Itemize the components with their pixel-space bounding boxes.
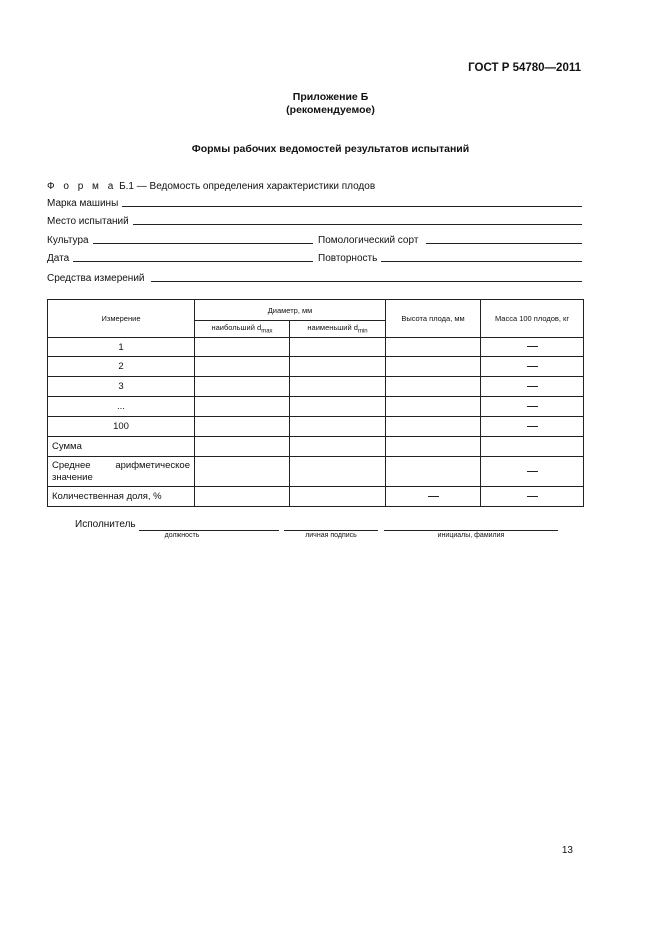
cell-dmin	[290, 417, 386, 437]
col-measure-header: Измерение	[48, 300, 195, 338]
cell-dmax	[195, 437, 290, 457]
dash-mark	[527, 346, 538, 347]
table-row	[48, 338, 584, 357]
name-caption: инициалы, фамилия	[437, 532, 505, 539]
row-label: Количественная доля, %	[48, 487, 195, 507]
table-row	[48, 437, 584, 457]
field-culture	[47, 235, 313, 246]
field-instruments-line	[151, 280, 582, 282]
col-height-header: Высота плода, мм	[386, 300, 481, 338]
signature-caption: личная подпись	[305, 532, 357, 539]
appendix-status: (рекомендуемое)	[286, 104, 375, 116]
cell-mass	[481, 338, 584, 357]
name-line	[384, 529, 558, 531]
cell-dmax	[195, 338, 290, 357]
field-place-label: Место испытаний	[47, 216, 129, 227]
appendix-title	[0, 91, 661, 117]
cell-dmin	[290, 487, 386, 507]
results-table	[47, 299, 584, 507]
dash-mark	[527, 406, 538, 407]
field-date	[47, 253, 313, 264]
field-culture-label: Культура	[47, 235, 89, 246]
field-machine-line	[122, 205, 582, 207]
row-label: ...	[48, 397, 195, 417]
cell-dmin	[290, 377, 386, 397]
signature-line	[284, 529, 378, 531]
field-place	[47, 216, 582, 227]
row-label: 100	[48, 417, 195, 437]
row-label: Сумма	[48, 437, 195, 457]
form-caption-prefix: Ф о р м а	[47, 181, 117, 192]
col-diameter-header: Диаметр, мм	[195, 300, 386, 321]
cell-dmax	[195, 487, 290, 507]
appendix-label: Приложение Б	[292, 91, 369, 103]
table-header-row	[48, 300, 584, 321]
cell-mass	[481, 457, 584, 487]
cell-mass	[481, 377, 584, 397]
cell-dmax	[195, 457, 290, 487]
cell-height	[386, 487, 481, 507]
cell-mass	[481, 417, 584, 437]
field-place-line	[133, 223, 582, 225]
field-machine	[47, 198, 582, 209]
cell-mass	[481, 437, 584, 457]
dash-mark	[527, 366, 538, 367]
dash-mark	[428, 496, 439, 497]
col-mass-header: Масса 100 плодов, кг	[481, 300, 584, 338]
field-date-line	[73, 260, 313, 262]
field-repeat	[318, 253, 582, 264]
cell-height	[386, 437, 481, 457]
cell-height	[386, 397, 481, 417]
cell-mass	[481, 397, 584, 417]
field-instruments	[47, 273, 582, 284]
field-culture-line	[93, 242, 313, 244]
cell-dmin	[290, 357, 386, 377]
dash-mark	[527, 496, 538, 497]
table-row	[48, 377, 584, 397]
field-variety-label: Помологический сорт	[318, 235, 419, 246]
cell-height	[386, 357, 481, 377]
position-line	[139, 529, 279, 531]
cell-dmin	[290, 457, 386, 487]
cell-dmin	[290, 397, 386, 417]
field-date-label: Дата	[47, 253, 70, 264]
row-label: 2	[48, 357, 195, 377]
cell-height	[386, 377, 481, 397]
dash-mark	[527, 426, 538, 427]
field-instruments-label: Средства измерений	[47, 273, 145, 284]
table-row	[48, 457, 584, 487]
cell-dmax	[195, 357, 290, 377]
row-label: 3	[48, 377, 195, 397]
col-dmax-header: наибольший $d_{max}$	[195, 321, 290, 338]
cell-dmax	[195, 417, 290, 437]
section-title: Формы рабочих ведомостей результатов испытаний	[191, 143, 470, 155]
cell-mass	[481, 357, 584, 377]
field-variety-line	[426, 242, 582, 244]
field-variety	[318, 235, 582, 246]
field-machine-label: Марка машины	[47, 198, 119, 209]
table-row	[48, 487, 584, 507]
cell-dmin	[290, 437, 386, 457]
form-caption-text: Б.1 — Ведомость определения характеристики плодов	[119, 181, 376, 192]
form-caption	[47, 181, 375, 192]
dash-mark	[527, 471, 538, 472]
table-row	[48, 417, 584, 437]
col-dmin-header: наименьший $d_{min}$	[290, 321, 386, 338]
cell-height	[386, 338, 481, 357]
table-row	[48, 397, 584, 417]
executor-label: Исполнитель	[75, 519, 136, 530]
cell-dmin	[290, 338, 386, 357]
cell-dmax	[195, 397, 290, 417]
table-row	[48, 357, 584, 377]
field-repeat-label: Повторность	[318, 253, 378, 264]
cell-height	[386, 417, 481, 437]
field-repeat-line	[381, 260, 582, 262]
position-caption: должность	[164, 532, 200, 539]
row-label: Среднее арифметическое значение	[48, 457, 195, 487]
cell-mass	[481, 487, 584, 507]
cell-height	[386, 457, 481, 487]
page-number: 13	[561, 845, 573, 856]
cell-dmax	[195, 377, 290, 397]
row-label: 1	[48, 338, 195, 357]
standard-number: ГОСТ Р 54780—2011	[468, 62, 581, 74]
dash-mark	[527, 386, 538, 387]
